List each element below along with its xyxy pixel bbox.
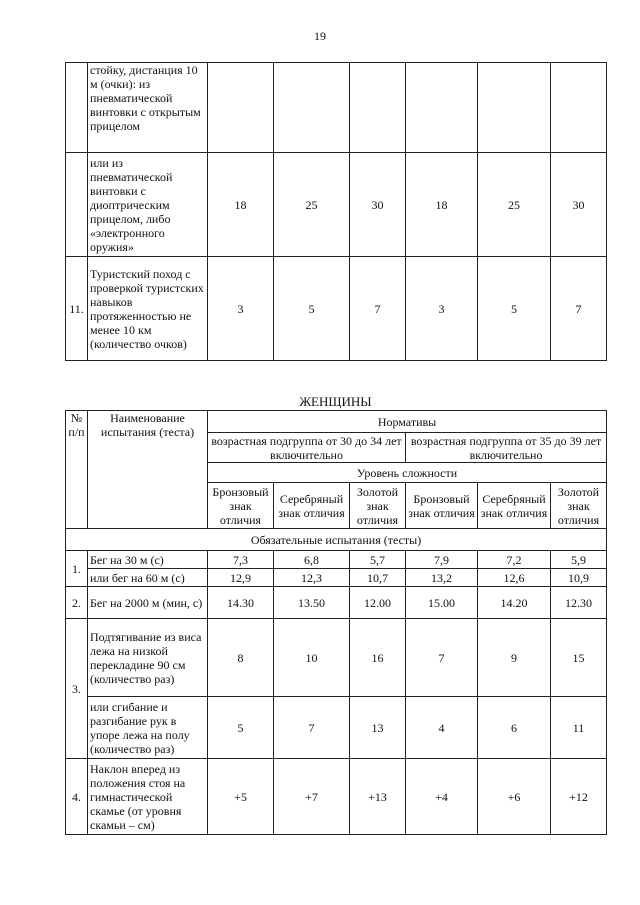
value-cell: 7 [551,257,607,361]
test-name: или из пневматической винтовки с диоптрическим прицелом, либо «электроннoго оружия» [88,153,208,257]
value-cell: 3 [406,257,478,361]
value-cell: 12,3 [274,569,350,587]
table-row [66,759,607,835]
value-cell [406,63,478,153]
value-cell: 5 [478,257,551,361]
value-cell: 25 [478,153,551,257]
test-name: Бег на 2000 м (мин, с) [88,587,208,619]
value-cell: 30 [350,153,406,257]
value-cell: 3 [208,257,274,361]
header-number: № п/п [66,411,88,529]
value-cell: 12.30 [551,587,607,619]
value-cell: 14.30 [208,587,274,619]
test-name: Подтягивание из виса лежа на низкой перекладине 90 см (количество раз) [88,619,208,697]
row-number: 1. [66,551,88,587]
header-badge: Золотой знак отличия [350,483,406,529]
test-name: или сгибание и разгибание рук в упоре лежа на полу (количество раз) [88,697,208,759]
table-row [66,569,607,587]
value-cell: 5,7 [350,551,406,569]
value-cell: 12,6 [478,569,551,587]
table-continued [65,62,607,361]
test-name: или бег на 60 м (с) [88,569,208,587]
test-name: Наклон вперед из положения стоя на гимнастической скамье (от уровня скамьи – см) [88,759,208,835]
row-number [66,63,88,153]
value-cell: 8 [208,619,274,697]
value-cell: 18 [406,153,478,257]
mandatory-label: Обязательные испытания (тесты) [66,529,607,551]
value-cell: 5 [208,697,274,759]
value-cell: 5,9 [551,551,607,569]
value-cell: 7,2 [478,551,551,569]
header-norms: Нормативы [208,411,607,433]
value-cell: 7,3 [208,551,274,569]
test-name: Бег на 30 м (с) [88,551,208,569]
value-cell: +12 [551,759,607,835]
value-cell [478,63,551,153]
women-standards-table [65,410,607,835]
header-badge: Серебряный знак отличия [478,483,551,529]
table-row [66,257,607,361]
value-cell: 18 [208,153,274,257]
value-cell: 5 [274,257,350,361]
value-cell: 10,7 [350,569,406,587]
header-badge: Бронзовый знак отличия [208,483,274,529]
value-cell [208,63,274,153]
test-name: Туристский поход с проверкой туристских навыков протяженностью не менее 10 км (количество очков) [88,257,208,361]
table-row [66,153,607,257]
row-number: 11. [66,257,88,361]
value-cell: 9 [478,619,551,697]
value-cell: 11 [551,697,607,759]
value-cell [274,63,350,153]
value-cell: 13,2 [406,569,478,587]
value-cell: 7 [274,697,350,759]
value-cell: +7 [274,759,350,835]
value-cell: 15 [551,619,607,697]
table-row [66,63,607,153]
value-cell: +4 [406,759,478,835]
row-number [66,153,88,257]
section-title: ЖЕНЩИНЫ [299,394,372,409]
table-row [66,619,607,697]
table-row [66,551,607,569]
value-cell: 6 [478,697,551,759]
value-cell: 10 [274,619,350,697]
header-badge: Бронзовый знак отличия [406,483,478,529]
row-number: 3. [66,619,88,759]
value-cell: +5 [208,759,274,835]
value-cell: 7,9 [406,551,478,569]
value-cell: 6,8 [274,551,350,569]
header-age-group-2: возрастная подгруппа от 35 до 39 лет включительно [406,433,607,463]
value-cell: +6 [478,759,551,835]
value-cell: 13 [350,697,406,759]
table-row [66,697,607,759]
value-cell: 7 [350,257,406,361]
table-row [66,587,607,619]
value-cell: 10,9 [551,569,607,587]
row-number: 2. [66,587,88,619]
value-cell: 14.20 [478,587,551,619]
header-test-name: Наименование испытания (теста) [88,411,208,529]
header-difficulty: Уровень сложности [208,463,607,483]
header-age-group-1: возрастная подгруппа от 30 до 34 лет включительно [208,433,406,463]
value-cell: 12.00 [350,587,406,619]
value-cell: 16 [350,619,406,697]
value-cell: 7 [406,619,478,697]
value-cell: 30 [551,153,607,257]
row-number: 4. [66,759,88,835]
value-cell: 4 [406,697,478,759]
header-badge: Серебряный знак отличия [274,483,350,529]
value-cell: 12,9 [208,569,274,587]
header-row [66,411,607,433]
value-cell: 25 [274,153,350,257]
header-badge: Золотой знак отличия [551,483,607,529]
value-cell: 15.00 [406,587,478,619]
value-cell [350,63,406,153]
page-number: 19 [314,29,326,43]
value-cell: 13.50 [274,587,350,619]
value-cell [551,63,607,153]
value-cell: +13 [350,759,406,835]
test-name: стойку, дистанция 10 м (очки): из пневматической винтовки с открытым прицелом [88,63,208,153]
section-row [66,529,607,551]
